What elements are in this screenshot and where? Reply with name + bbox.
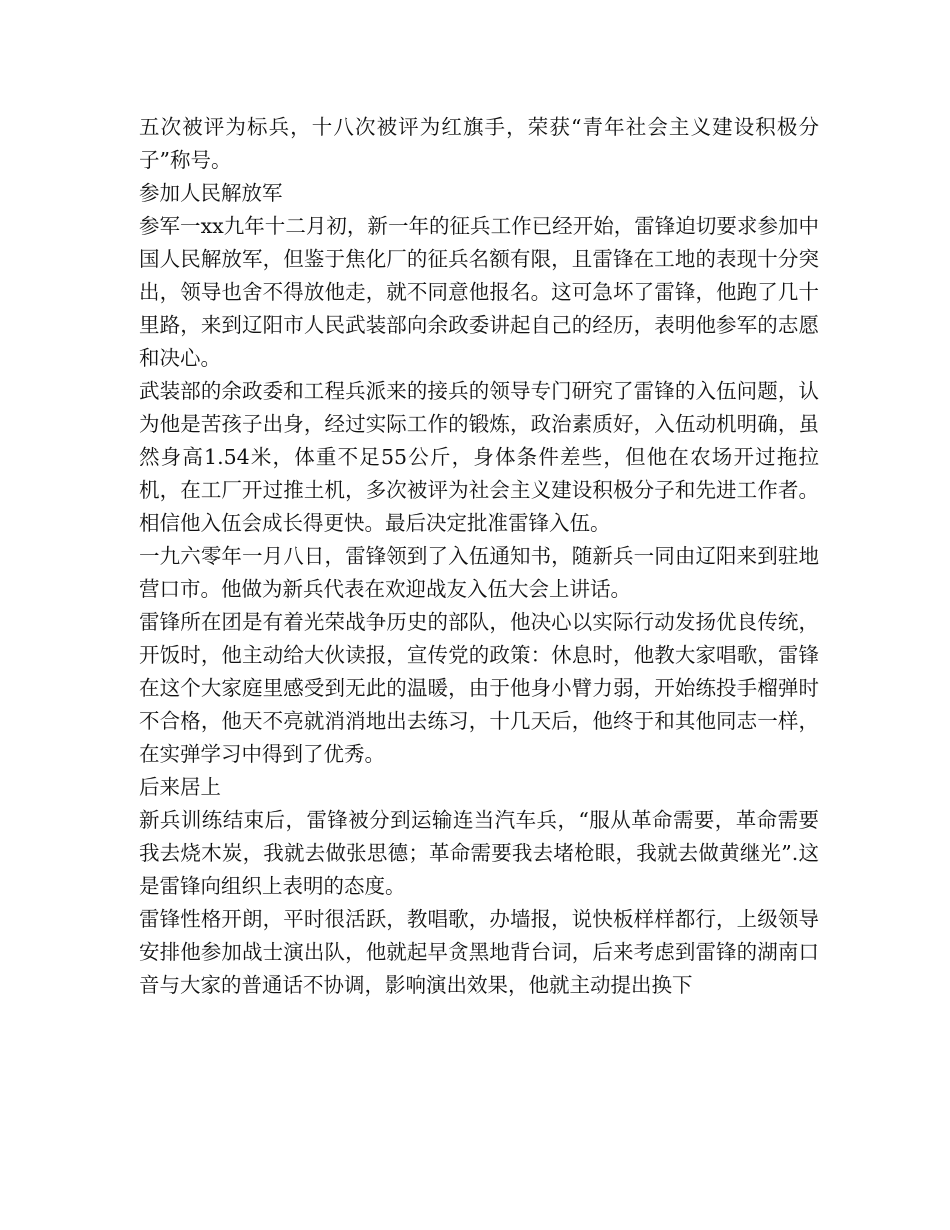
paragraph: 新兵训练结束后，雷锋被分到运输连当汽车兵，“服从革命需要，革命需要我去烧木炭，我就去做张思德；革命需要我去堵枪眼，我就去做黄继光”.这是雷锋向组织上表明的态度。 (139, 808, 819, 898)
paragraph: 一九六零年一月八日，雷锋领到了入伍通知书，随新兵一同由辽阳来到驻地营口市。他做为新兵代表在欢迎战友入伍大会上讲话。 (139, 544, 819, 601)
document-body (139, 111, 819, 1002)
paragraph: 雷锋所在团是有着光荣战争历史的部队，他决心以实际行动发扬优良传统，开饭时，他主动给大伙读报，宣传党的政策：休息时，他教大家唱歌，雷锋在这个大家庭里感受到无此的温暖，由于他身小臂力弱，开始练投手榴弹时不合格，他天不亮就消消地出去练习，十几天后，他终于和其他同志一样，在实弹学习中得到了优秀。 (139, 610, 819, 766)
paragraph: 五次被评为标兵，十八次被评为红旗手，荣获“青年社会主义建设积极分子”称号。 (139, 115, 819, 172)
section-heading: 参加人民解放军 (139, 181, 283, 205)
paragraph: 雷锋性格开朗，平时很活跃，教唱歌，办墙报，说快板样样都行，上级领导安排他参加战士演出队，他就起早贪黑地背台词，后来考虑到雷锋的湖南口音与大家的普通话不协调，影响演出效果，他就主动提出换下 (139, 907, 819, 997)
section-heading: 后来居上 (139, 775, 221, 799)
paragraph: 武装部的余政委和工程兵派来的接兵的领导专门研究了雷锋的入伍问题，认为他是苦孩子出身，经过实际工作的锻炼，政治素质好，入伍动机明确，虽然身高1.54米，体重不足55公斤，身体条件差些，但他在农场开过拖拉机，在工厂开过推土机，多次被评为社会主义建设积极分子和先进工作者。相信他入伍会成长得更快。最后决定批准雷锋入伍。 (139, 379, 819, 535)
paragraph: 参军一xx九年十二月初，新一年的征兵工作已经开始，雷锋迫切要求参加中国人民解放军，但鉴于焦化厂的征兵名额有限，且雷锋在工地的表现十分突出，领导也舍不得放他走，就不同意他报名。这可急坏了雷锋，他跑了几十里路，来到辽阳市人民武装部向余政委讲起自己的经历，表明他参军的志愿和决心。 (139, 214, 819, 370)
